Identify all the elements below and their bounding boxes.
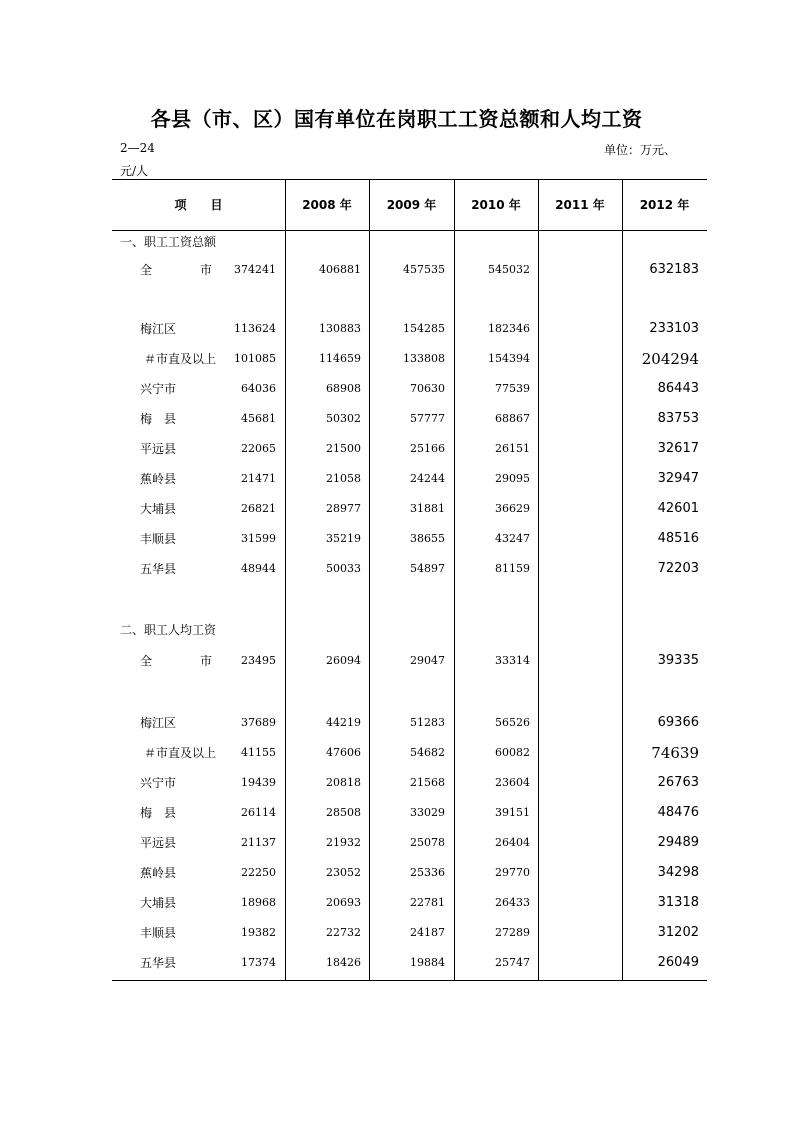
cell-value: 182346 [488,322,530,335]
cell-value: 25166 [410,442,445,455]
cell-value: 48944 [241,562,276,575]
cell-value: 19439 [241,776,276,789]
cell-value: 31881 [410,502,445,515]
header-year-2010: 2010 年 [471,198,521,212]
cell-value: 19884 [410,956,445,969]
table-row [112,318,707,340]
cell-value: 101085 [234,352,276,365]
table-row [112,468,707,490]
cell-value: 26094 [326,654,361,667]
table-row [112,922,707,944]
row-label: 梅 县 [140,806,177,820]
cell-value: 19382 [241,926,276,939]
cell-value: 86443 [657,381,699,396]
table-row [112,952,707,974]
header-item: 项 目 [174,198,223,212]
table-row [112,802,707,824]
header-year-2009: 2009 年 [386,198,437,212]
column-divider [454,180,455,980]
cell-value: 24187 [410,926,445,939]
cell-value: 39335 [657,653,699,668]
table-code: 2—24 [120,141,155,155]
cell-value: 64036 [241,382,276,395]
cell-value: 21471 [241,472,276,485]
column-divider [622,180,623,980]
cell-value: 632183 [649,262,699,277]
section-header [112,231,707,253]
cell-value: 69366 [657,715,699,730]
cell-value: 18968 [241,896,276,909]
cell-value: 24244 [410,472,445,485]
table-row [112,348,707,370]
cell-value: 130883 [319,322,361,335]
table-row [112,408,707,430]
unit-label: 单位：万元、 [604,143,677,157]
cell-value: 25336 [410,866,445,879]
header-year-2011: 2011 年 [555,198,605,212]
row-label: 全 市 [140,654,213,668]
table-row [112,832,707,854]
cell-value: 37689 [241,716,276,729]
cell-value: 48516 [657,531,699,546]
cell-value: 45681 [241,412,276,425]
row-label: ＃市直及以上 [144,352,217,366]
cell-value: 31599 [241,532,276,545]
row-label: ＃市直及以上 [144,746,217,760]
table-row [112,378,707,400]
row-label: 丰顺县 [140,532,177,546]
row-label: 兴宁市 [140,382,177,396]
section-header [112,619,707,641]
cell-value: 233103 [649,321,699,336]
row-label: 平远县 [140,442,177,456]
header-year-2008: 2008 年 [302,198,352,212]
cell-value: 26404 [495,836,530,849]
cell-value: 68908 [326,382,361,395]
unit-label-continued: 元/人 [120,164,149,178]
cell-value: 51283 [410,716,445,729]
row-label: 五华县 [140,562,177,576]
cell-value: 204294 [641,350,699,368]
table-row [112,259,707,281]
page-title: 各县（市、区）国有单位在岗职工工资总额和人均工资 [150,107,643,131]
cell-value: 41155 [241,746,276,759]
cell-value: 32617 [657,441,699,456]
cell-value: 17374 [241,956,276,969]
header-year-2012: 2012 年 [639,198,690,212]
cell-value: 18426 [326,956,361,969]
table-row [112,528,707,550]
cell-value: 54682 [410,746,445,759]
cell-value: 154394 [488,352,530,365]
cell-value: 60082 [495,746,530,759]
table-row [112,772,707,794]
cell-value: 31318 [657,895,699,910]
row-label: 梅江区 [140,322,177,336]
cell-value: 21932 [326,836,361,849]
cell-value: 113624 [234,322,276,335]
cell-value: 28977 [326,502,361,515]
cell-value: 29095 [495,472,530,485]
cell-value: 29489 [657,835,699,850]
row-label: 五华县 [140,956,177,970]
section-header-label: 二、职工人均工资 [120,623,217,637]
cell-value: 21500 [326,442,361,455]
row-label: 大埔县 [140,896,177,910]
cell-value: 545032 [488,263,530,276]
cell-value: 22065 [241,442,276,455]
cell-value: 72203 [657,561,699,576]
cell-value: 34298 [657,865,699,880]
cell-value: 38655 [410,532,445,545]
cell-value: 26821 [241,502,276,515]
cell-value: 81159 [495,562,530,575]
cell-value: 21137 [241,836,276,849]
cell-value: 70630 [410,382,445,395]
cell-value: 29047 [410,654,445,667]
cell-value: 28508 [326,806,361,819]
row-label: 梅 县 [140,412,177,426]
cell-value: 20693 [326,896,361,909]
cell-value: 56526 [495,716,530,729]
cell-value: 406881 [319,263,361,276]
cell-value: 74639 [651,744,699,762]
row-label: 大埔县 [140,502,177,516]
cell-value: 47606 [326,746,361,759]
table-row [112,862,707,884]
cell-value: 31202 [657,925,699,940]
column-divider [538,180,539,980]
row-label: 丰顺县 [140,926,177,940]
cell-value: 32947 [657,471,699,486]
cell-value: 50302 [326,412,361,425]
cell-value: 33314 [495,654,530,667]
cell-value: 22732 [326,926,361,939]
cell-value: 36629 [495,502,530,515]
row-label: 蕉岭县 [140,472,177,486]
cell-value: 39151 [495,806,530,819]
cell-value: 44219 [326,716,361,729]
cell-value: 68867 [495,412,530,425]
cell-value: 26433 [495,896,530,909]
cell-value: 54897 [410,562,445,575]
cell-value: 21058 [326,472,361,485]
cell-value: 29770 [495,866,530,879]
cell-value: 133808 [403,352,445,365]
cell-value: 20818 [326,776,361,789]
data-table [112,179,707,981]
row-label: 蕉岭县 [140,866,177,880]
cell-value: 50033 [326,562,361,575]
row-label: 兴宁市 [140,776,177,790]
cell-value: 23495 [241,654,276,667]
cell-value: 23052 [326,866,361,879]
cell-value: 48476 [657,805,699,820]
table-row [112,438,707,460]
table-row [112,558,707,580]
table-row [112,742,707,764]
cell-value: 25078 [410,836,445,849]
cell-value: 26049 [657,955,699,970]
cell-value: 26114 [241,806,276,819]
cell-value: 22250 [241,866,276,879]
cell-value: 23604 [495,776,530,789]
row-label: 梅江区 [140,716,177,730]
table-row [112,498,707,520]
cell-value: 457535 [403,263,445,276]
cell-value: 33029 [410,806,445,819]
row-label: 平远县 [140,836,177,850]
column-divider [369,180,370,980]
table-row [112,892,707,914]
table-row [112,650,707,672]
cell-value: 42601 [657,501,699,516]
cell-value: 25747 [495,956,530,969]
cell-value: 26151 [495,442,530,455]
cell-value: 27289 [495,926,530,939]
column-divider [285,180,286,980]
cell-value: 43247 [495,532,530,545]
table-row [112,712,707,734]
cell-value: 35219 [326,532,361,545]
cell-value: 83753 [657,411,699,426]
cell-value: 374241 [234,263,276,276]
section-header-label: 一、职工工资总额 [120,235,217,249]
cell-value: 57777 [410,412,445,425]
cell-value: 114659 [319,352,361,365]
cell-value: 154285 [403,322,445,335]
cell-value: 77539 [495,382,530,395]
cell-value: 26763 [657,775,699,790]
cell-value: 21568 [410,776,445,789]
row-label: 全 市 [140,263,213,277]
cell-value: 22781 [410,896,445,909]
